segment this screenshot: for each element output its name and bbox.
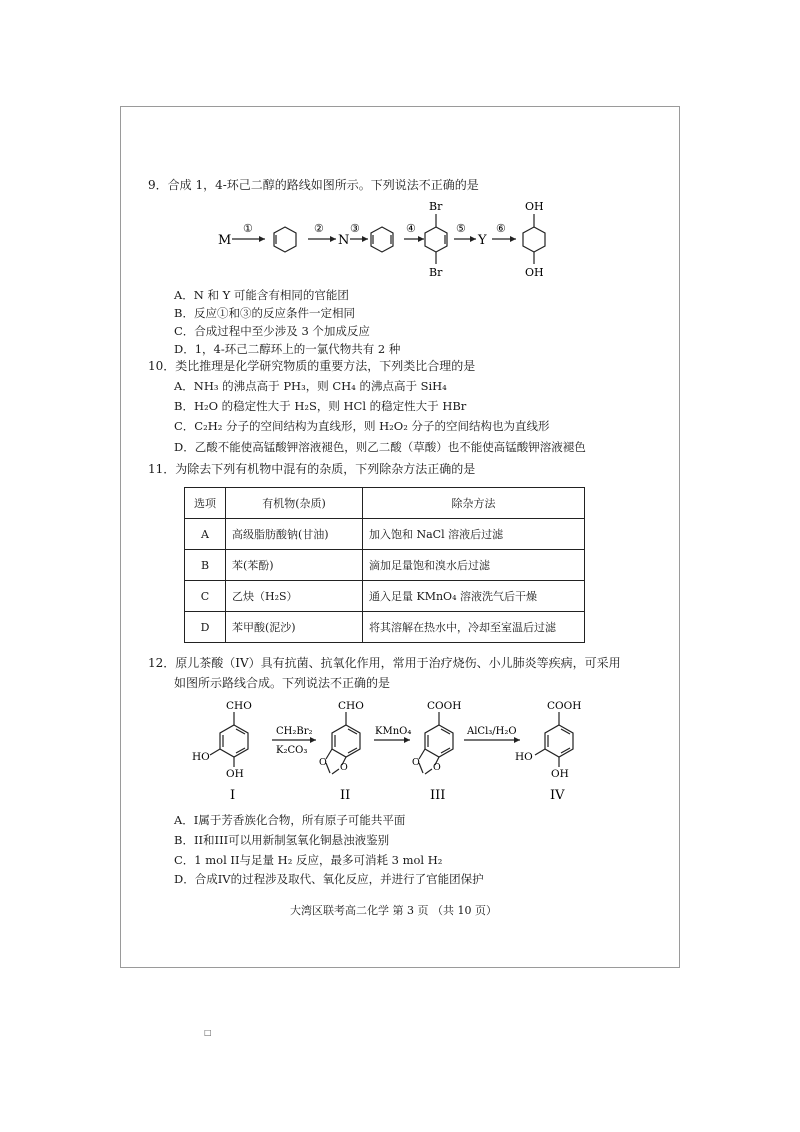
compound-IV-structure (535, 712, 573, 767)
III-O-right: O (433, 762, 441, 773)
q10-stem: 10．类比推理是化学研究物质的重要方法，下列类比合理的是 (148, 359, 476, 373)
q9-M-label: M (218, 233, 232, 248)
compound-label-II: II (340, 788, 351, 803)
q12-arrowhead-3 (514, 737, 520, 743)
q9-option-c: C．合成过程中至少涉及 3 个加成反应 (174, 324, 370, 338)
q11-stem: 11．为除去下列有机物中混有的杂质，下列除杂方法正确的是 (148, 462, 476, 476)
cyclohexene-structure (274, 227, 296, 252)
q12-option-d: D．合成IV的过程涉及取代、氧化反应，并进行了官能团保护 (174, 872, 484, 886)
table-header: 选项 (185, 488, 226, 519)
q12-stem-line1: 12．原儿茶酸（IV）具有抗菌、抗氧化作用，常用于治疗烧伤、小儿肺炎等疾病，可采用 (148, 656, 621, 670)
q9-option-b: B．反应①和③的反应条件一定相同 (174, 306, 355, 320)
table-cell: C (185, 581, 226, 612)
cyclohexanediol-structure (523, 214, 545, 264)
q9-Br-top: Br (429, 200, 443, 213)
q12-stem-line2: 如图所示路线合成。下列说法不正确的是 (174, 676, 391, 690)
IV-HO: HO (515, 751, 533, 763)
q9-arrowhead-4 (418, 236, 424, 242)
table-cell: 加入饱和 NaCl 溶液后过滤 (363, 519, 585, 550)
IV-COOH: COOH (547, 700, 582, 712)
q12-arrowhead-1 (310, 737, 316, 743)
reagent3: AlCl₃/H₂O (467, 726, 517, 737)
table-header: 有机物(杂质) (226, 488, 363, 519)
q10-option-c: C．C₂H₂ 分子的空间结构为直线形，则 H₂O₂ 分子的空间结构也为直线形 (174, 419, 550, 433)
q12-arrowhead-2 (404, 737, 410, 743)
table-row (185, 612, 585, 643)
III-O-left: O (412, 757, 420, 768)
q9-arrowhead-6 (510, 236, 516, 242)
q9-option-a: A．N 和 Y 可能含有相同的官能团 (174, 288, 349, 302)
q9-arrowhead-1 (259, 236, 265, 242)
reagent1-top: CH₂Br₂ (276, 726, 313, 737)
table-cell: B (185, 550, 226, 581)
II-CHO: CHO (338, 700, 364, 712)
page-footer: 大湾区联考高二化学 第 3 页 （共 10 页） (290, 904, 497, 917)
compound-label-III: III (430, 788, 446, 803)
II-O-right: O (340, 762, 348, 773)
q9-synthesis-scheme (210, 196, 580, 286)
q9-OH-bottom: OH (525, 266, 544, 279)
reagent1-bottom: K₂CO₃ (276, 745, 308, 756)
table-header: 除杂方法 (363, 488, 585, 519)
table-cell: 苯甲酸(泥沙) (226, 612, 363, 643)
q9-step-3: ③ (350, 222, 360, 235)
table-header-row (185, 488, 585, 519)
table-row (185, 519, 585, 550)
II-O-left: O (319, 757, 327, 768)
q9-step-5: ⑤ (456, 222, 466, 235)
q11-impurity-table (184, 487, 585, 643)
cyclohexadiene-structure (371, 227, 393, 252)
dibromocyclohexene-structure (425, 214, 447, 264)
q12-option-b: B．II和III可以用新制氢氧化铜悬浊液鉴别 (174, 833, 390, 847)
q9-arrowhead-5 (470, 236, 476, 242)
q9-step-2: ② (314, 222, 324, 235)
q9-arrowhead-3 (362, 236, 368, 242)
table-cell: A (185, 519, 226, 550)
table-cell: 将其溶解在热水中，冷却至室温后过滤 (363, 612, 585, 643)
table-cell: D (185, 612, 226, 643)
q12-option-c: C．1 mol II与足量 H₂ 反应，最多可消耗 3 mol H₂ (174, 853, 443, 867)
table-row (185, 550, 585, 581)
I-HO: HO (192, 751, 210, 763)
q10-option-d: D．乙酸不能使高锰酸钾溶液褪色，则乙二酸（草酸）也不能使高锰酸钾溶液褪色 (174, 440, 586, 454)
stray-mark: □ (204, 1028, 212, 1037)
IV-OH: OH (551, 768, 569, 780)
I-OH: OH (226, 768, 244, 780)
I-CHO: CHO (226, 700, 252, 712)
q12-synthesis-scheme (186, 695, 596, 807)
q9-arrowhead-2 (330, 236, 336, 242)
table-row (185, 581, 585, 612)
q10-option-a: A．NH₃ 的沸点高于 PH₃，则 CH₄ 的沸点高于 SiH₄ (174, 379, 447, 393)
q9-step-1: ① (243, 222, 253, 235)
q12-option-a: A．I属于芳香族化合物，所有原子可能共平面 (174, 813, 406, 827)
compound-I-structure (210, 712, 248, 767)
table-cell: 苯(苯酚) (226, 550, 363, 581)
reagent2: KMnO₄ (375, 726, 412, 737)
table-cell: 乙炔（H₂S） (226, 581, 363, 612)
q9-N-label: N (338, 233, 350, 248)
q10-option-b: B．H₂O 的稳定性大于 H₂S，则 HCl 的稳定性大于 HBr (174, 399, 467, 413)
table-cell: 高级脂肪酸钠(甘油) (226, 519, 363, 550)
compound-label-IV: IV (550, 788, 565, 803)
table-cell: 通入足量 KMnO₄ 溶液洗气后干燥 (363, 581, 585, 612)
q9-step-4: ④ (406, 222, 416, 235)
q9-Br-bottom: Br (429, 266, 443, 279)
table-cell: 滴加足量饱和溴水后过滤 (363, 550, 585, 581)
q9-Y-label: Y (478, 233, 487, 248)
III-COOH: COOH (427, 700, 462, 712)
q9-stem: 9．合成 1，4-环己二醇的路线如图所示。下列说法不正确的是 (148, 178, 479, 192)
compound-label-I: I (230, 788, 236, 803)
q9-OH-top: OH (525, 200, 544, 213)
q9-option-d: D．1，4-环己二醇环上的一氯代物共有 2 种 (174, 342, 401, 356)
q9-step-6: ⑥ (496, 222, 506, 235)
